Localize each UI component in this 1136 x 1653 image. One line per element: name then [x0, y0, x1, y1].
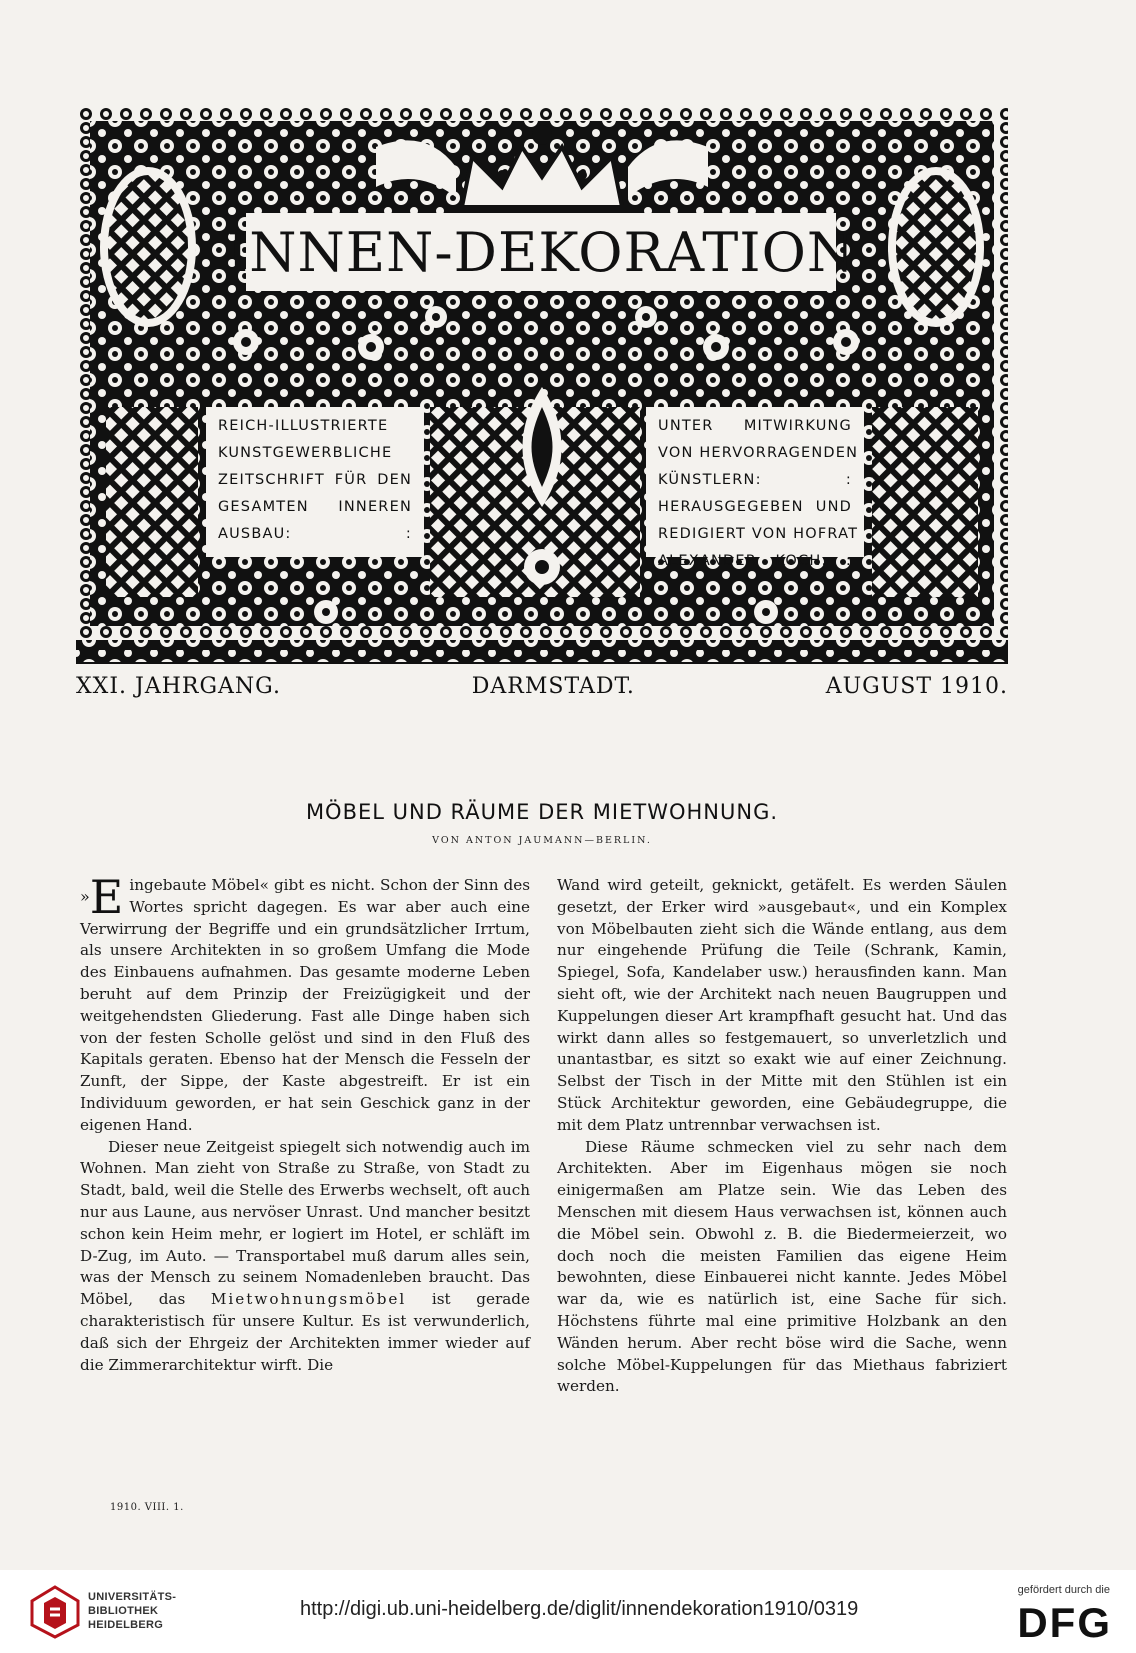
article-column-left: [80, 870, 530, 1376]
university-name-line: BIBLIOTHEK: [88, 1605, 159, 1617]
paragraph: [80, 870, 530, 1137]
editor-line: KÜNSTLERN: :: [658, 472, 852, 488]
date-label: AUGUST 1910.: [825, 673, 1008, 699]
university-name: [88, 1590, 176, 1632]
editor-line: VON HERVORRAGENDEN: [658, 445, 859, 461]
page-signature: 1910. VIII. 1.: [110, 1502, 184, 1513]
dateline: [76, 662, 1008, 708]
dfg-logo: DFG: [1017, 1599, 1112, 1646]
subtitle-line: KUNSTGEWERBLICHE: [218, 445, 393, 461]
university-name-line: UNIVERSITÄTS-: [88, 1591, 177, 1603]
subtitle-line: ZEITSCHRIFT FÜR DEN: [218, 472, 412, 488]
drop-cap-letter: E: [89, 870, 124, 924]
masthead: [76, 107, 1008, 662]
place-label: DARMSTADT.: [471, 673, 635, 699]
editor-line: UNTER MITWIRKUNG: [658, 418, 852, 434]
funding-caption: gefördert durch die: [1017, 1584, 1110, 1596]
subtitle-line: AUSBAU: :: [218, 526, 412, 542]
paragraph: Diese Räume schmecken viel zu sehr nach dem Architekten. Aber im Eigenhaus mögen sie noch einigermaßen am Platze sein. Wie das Leben des Menschen mit diesem Haus verwachsen ist, können auch die Möbel sein. Obwohl z. B. die Biedermeierzeit, wo doch noch die meisten Familien das eigene Heim bewohnten, diese Einbauerei nicht kannte. Jedes Möbel war da, wie es natürlich ist, eine Sache für sich. Höchstens führte mal eine primitive Holzbank an den Wänden herum. Aber recht böse wird die Sache, wenn solche Möbel-Kuppelungen für das Miethaus fabriziert werden.: [557, 1137, 1007, 1396]
emphasized-word: Mietwohnungsmöbel: [210, 1290, 407, 1309]
masthead-ornament: [76, 107, 1008, 662]
editor-line: ALEXANDER KOCH: :: [658, 553, 852, 569]
paragraph-text: ingebaute Möbel« gibt es nicht. Schon der Sinn des Wortes spricht dagegen. Es war aber auch eine Verwirrung der Begriffe und ein grundsätzlicher Irrtum, als unsere Architekten in so großem Umfang die Mode des Einbauens aufnahmen. Das gesamte moderne Leben beruht auf dem Prinzip der Freizügigkeit und der weitgehendsten Gliederung. Fast alle Dinge haben sich von der festen Scholle gelöst und sind in den Fluß des Kapitals geraten. Ebenso hat der Mensch die Fesseln der Zunft, der Sippe, der Kaste abgestreift. Er ist ein Individuum geworden, er hat sein Geschick ganz in der eigenen Hand.: [80, 876, 530, 1134]
article-title: MÖBEL UND RÄUME DER MIETWOHNUNG.: [305, 800, 779, 824]
subtitle-line: REICH-ILLUSTRIERTE: [218, 418, 389, 434]
editor-line: HERAUSGEGEBEN UND: [658, 499, 852, 515]
magazine-title: INNEN-DEKORATION: [226, 220, 856, 284]
subtitle-line: GESAMTEN INNEREN: [218, 499, 412, 515]
subtitle-panel-left: [206, 407, 424, 557]
university-logo-icon: [30, 1585, 80, 1639]
drop-cap-quote: »: [80, 887, 90, 906]
paragraph: Wand wird geteilt, geknickt, getäfelt. Es werden Säulen gesetzt, der Erker wird »ausgebaut«, und ein Komplex von Möbelbauten zieht sich die Wände entlang, aus dem nur eingehende Prüfung die Teile (Schrank, Kamin, Spiegel, Sofa, Kandelaber usw.) herausfinden kann. Man sieht oft, wie der Architekt nach neuen Baugruppen und Kuppelungen dieser Art krampfhaft gesucht hat. Und das wirkt dann alles so festgemauert, so unverletzlich und unantastbar, es sitzt so exakt wie auf einer Zeichnung. Selbst der Tisch in der Mitte mit den Stühlen ist ein Stück Architektur geworden, eine Gebäudegruppe, die mit dem Platz untrennbar verwachsen ist.: [557, 876, 1007, 1134]
university-name-line: HEIDELBERG: [88, 1619, 164, 1631]
editor-panel-right: [646, 407, 864, 569]
permalink-url[interactable]: http://digi.ub.uni-heidelberg.de/diglit/innendekoration1910/0319: [300, 1598, 859, 1620]
article-byline: VON ANTON JAUMANN—BERLIN.: [432, 835, 652, 846]
paragraph-text: ist gerade charakteristisch für unsere Kultur. Es ist verwunderlich, daß sich der Ehrgeiz der Architekten immer wieder auf die Zimmerarchitektur wirft. Die: [80, 1290, 530, 1374]
paragraph-text: Dieser neue Zeitgeist spiegelt sich notwendig auch im Wohnen. Man zieht von Straße zu Straße, von Stadt zu Stadt, bald, weil die Stelle des Erwerbs wechselt, oft auch nur aus Laune, aus nervöser Unrast. Und mancher besitzt schon kein Heim mehr, er logiert im Hotel, er schläft im D-Zug, im Auto. — Transportabel muß darum alles sein, was der Mensch zu seinem Nomadenleben braucht. Das Möbel, das: [80, 1137, 530, 1309]
editor-line: REDIGIERT VON HOFRAT: [658, 526, 859, 542]
volume-label: XXI. JAHRGANG.: [76, 673, 281, 699]
drop-cap: [80, 870, 124, 924]
article-column-right: [557, 875, 1007, 1398]
footer-bar: [0, 1570, 1136, 1653]
title-panel: [226, 213, 856, 291]
paragraph: [80, 1137, 530, 1377]
